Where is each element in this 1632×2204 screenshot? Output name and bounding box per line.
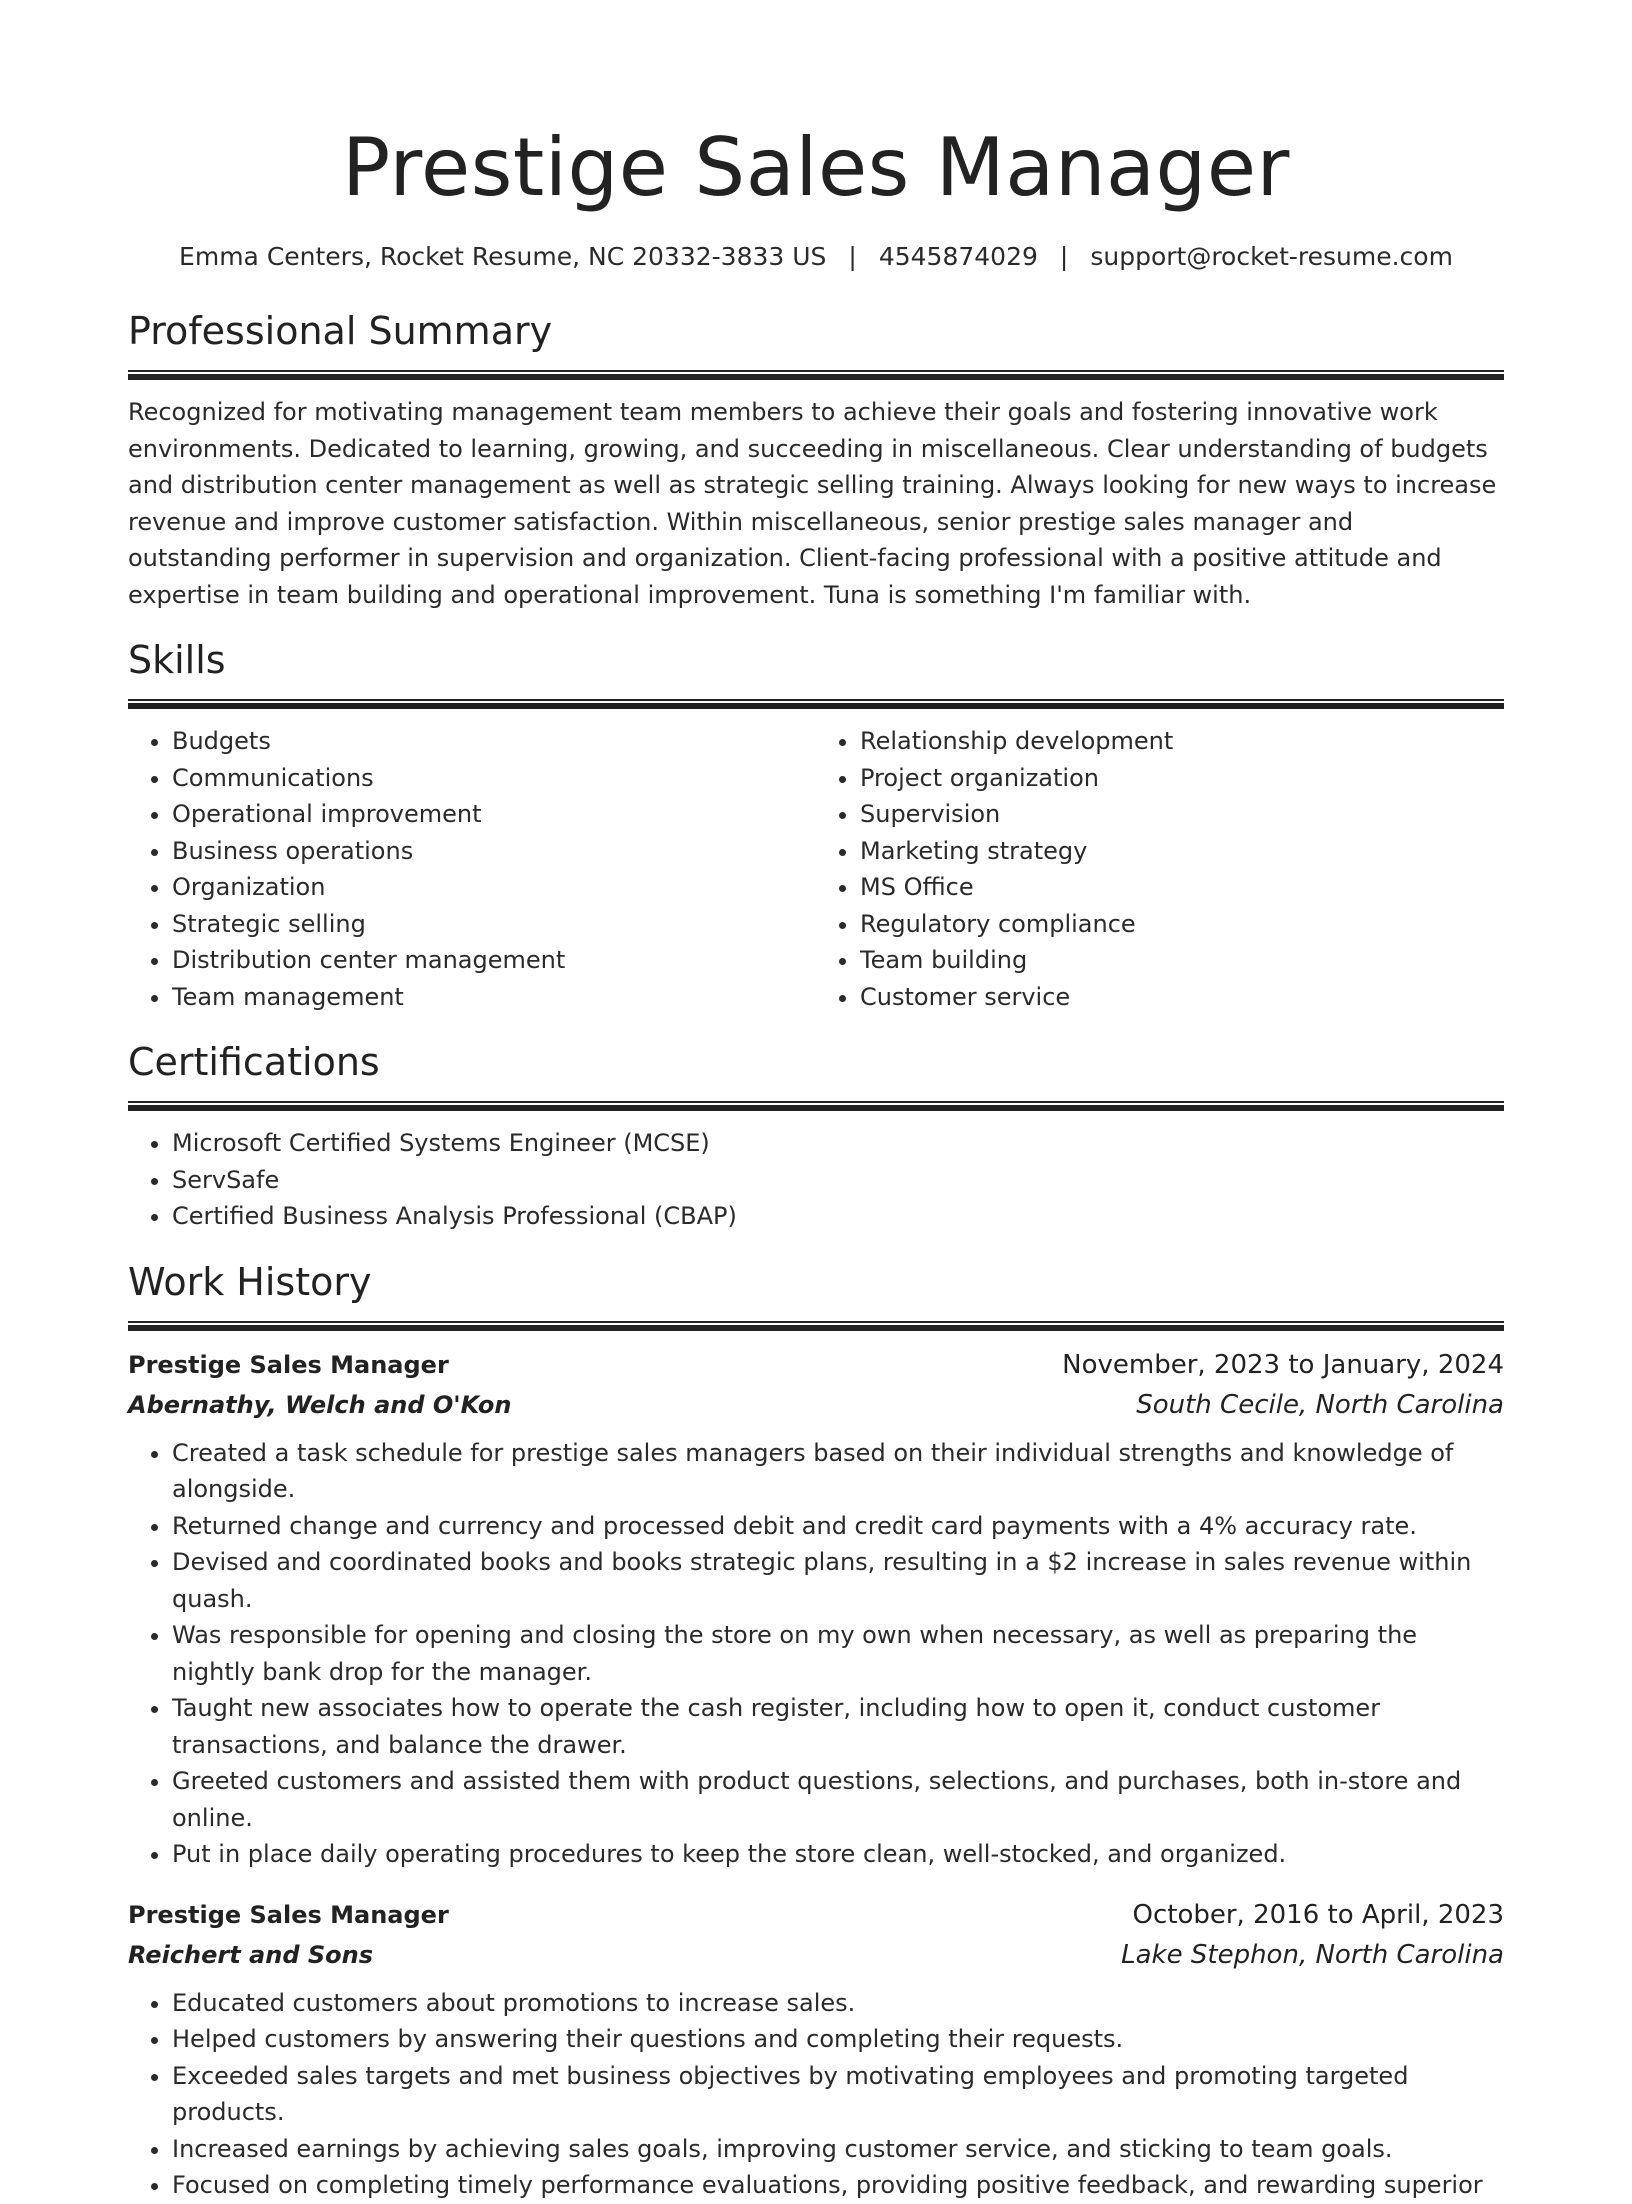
job-company: Abernathy, Welch and O'Kon <box>128 1390 512 1419</box>
skills-list-left <box>128 723 816 1015</box>
job-title: Prestige Sales Manager <box>128 1900 449 1929</box>
contact-phone: 4545874029 <box>878 242 1038 271</box>
skills-columns <box>128 723 1504 1015</box>
skill-item: • MS Office <box>860 869 1504 906</box>
resume-name: Prestige Sales Manager <box>342 121 1290 214</box>
job-bullet: • Was responsible for opening and closing the store on my own when necessary, as well as preparing the nightly bank drop for the manager. <box>172 1617 1504 1690</box>
job-header <box>128 1895 1504 1935</box>
job-subheader <box>128 1385 1504 1425</box>
job-title: Prestige Sales Manager <box>128 1350 449 1379</box>
job-bullet: • Returned change and currency and processed debit and credit card payments with a 4% accuracy rate. <box>172 1508 1504 1545</box>
section-title-summary: Professional Summary <box>128 309 553 353</box>
job-dates: October, 2016 to April, 2023 <box>1132 1899 1504 1930</box>
contact-address: Emma Centers, Rocket Resume, NC 20332-3833 US <box>179 242 827 271</box>
summary-section <box>128 306 1504 613</box>
job-location: Lake Stephon, North Carolina <box>1121 1939 1504 1970</box>
section-title-certifications: Certifications <box>128 1040 380 1084</box>
job-entry <box>128 1895 1504 2204</box>
skill-item: • Operational improvement <box>172 796 816 833</box>
summary-text: Recognized for motivating management team members to achieve their goals and fostering innovative work environments. Dedicated to learning, growing, and succeeding in miscellaneous. Clear understanding of budgets and distribution center management as well as strategic selling training. Always looking for new ways to increase revenue and improve customer satisfaction. Within miscellaneous, senior prestige sales manager and outstanding performer in supervision and organization. Client-facing professional with a positive attitude and expertise in team building and operational improvement. Tuna is something I'm familiar with. <box>128 398 1497 609</box>
skill-item: • Team building <box>860 942 1504 979</box>
section-divider <box>128 1101 1504 1111</box>
job-bullet: • Increased earnings by achieving sales goals, improving customer service, and sticking to team goals. <box>172 2131 1504 2168</box>
skill-item: • Distribution center management <box>172 942 816 979</box>
skill-item: • Organization <box>172 869 816 906</box>
job-bullets <box>128 1985 1504 2204</box>
job-header <box>128 1345 1504 1385</box>
job-bullet: • Focused on completing timely performance evaluations, providing positive feedback, and rewarding superior <box>172 2167 1504 2204</box>
skill-item: • Communications <box>172 760 816 797</box>
contact-line <box>128 240 1504 274</box>
section-divider <box>128 370 1504 380</box>
job-bullet: • Put in place daily operating procedures to keep the store clean, well-stocked, and organized. <box>172 1836 1504 1873</box>
certification-item: • ServSafe <box>172 1162 1504 1199</box>
skill-item: • Supervision <box>860 796 1504 833</box>
skill-item: • Project organization <box>860 760 1504 797</box>
work-history-section <box>128 1257 1504 2204</box>
contact-separator: | <box>1059 242 1069 271</box>
skills-list-right <box>816 723 1504 1015</box>
contact-email: support@rocket-resume.com <box>1090 242 1453 271</box>
job-bullet: • Greeted customers and assisted them with product questions, selections, and purchases, both in-store and online. <box>172 1763 1504 1836</box>
job-bullet: • Helped customers by answering their questions and completing their requests. <box>172 2021 1504 2058</box>
certification-item: • Microsoft Certified Systems Engineer (MCSE) <box>172 1125 1504 1162</box>
job-dates: November, 2023 to January, 2024 <box>1062 1349 1504 1380</box>
skill-item: • Relationship development <box>860 723 1504 760</box>
contact-separator: | <box>848 242 857 271</box>
certification-item: • Certified Business Analysis Professional (CBAP) <box>172 1198 1504 1235</box>
job-bullet: • Devised and coordinated books and books strategic plans, resulting in a $2 increase in sales revenue within quash. <box>172 1544 1504 1617</box>
skill-item: • Budgets <box>172 723 816 760</box>
section-title-skills: Skills <box>128 638 226 682</box>
job-bullets <box>128 1435 1504 1873</box>
certifications-list <box>128 1125 1504 1235</box>
job-entry <box>128 1345 1504 1873</box>
section-divider <box>128 699 1504 709</box>
job-company: Reichert and Sons <box>128 1940 374 1969</box>
job-bullet: • Exceeded sales targets and met business objectives by motivating employees and promoting targeted products. <box>172 2058 1504 2131</box>
job-subheader <box>128 1935 1504 1975</box>
job-bullet: • Educated customers about promotions to increase sales. <box>172 1985 1504 2022</box>
job-location: South Cecile, North Carolina <box>1136 1389 1504 1420</box>
skill-item: • Team management <box>172 979 816 1016</box>
skill-item: • Customer service <box>860 979 1504 1016</box>
certifications-section <box>128 1037 1504 1235</box>
job-bullet: • Taught new associates how to operate the cash register, including how to open it, conduct customer transactions, and balance the drawer. <box>172 1690 1504 1763</box>
section-divider <box>128 1321 1504 1331</box>
section-title-work-history: Work History <box>128 1259 372 1304</box>
skill-item: • Marketing strategy <box>860 833 1504 870</box>
skill-item: • Business operations <box>172 833 816 870</box>
skill-item: • Strategic selling <box>172 906 816 943</box>
skill-item: • Regulatory compliance <box>860 906 1504 943</box>
skills-section <box>128 635 1504 1015</box>
job-bullet: • Created a task schedule for prestige sales managers based on their individual strengths and knowledge of alongside. <box>172 1435 1504 1508</box>
